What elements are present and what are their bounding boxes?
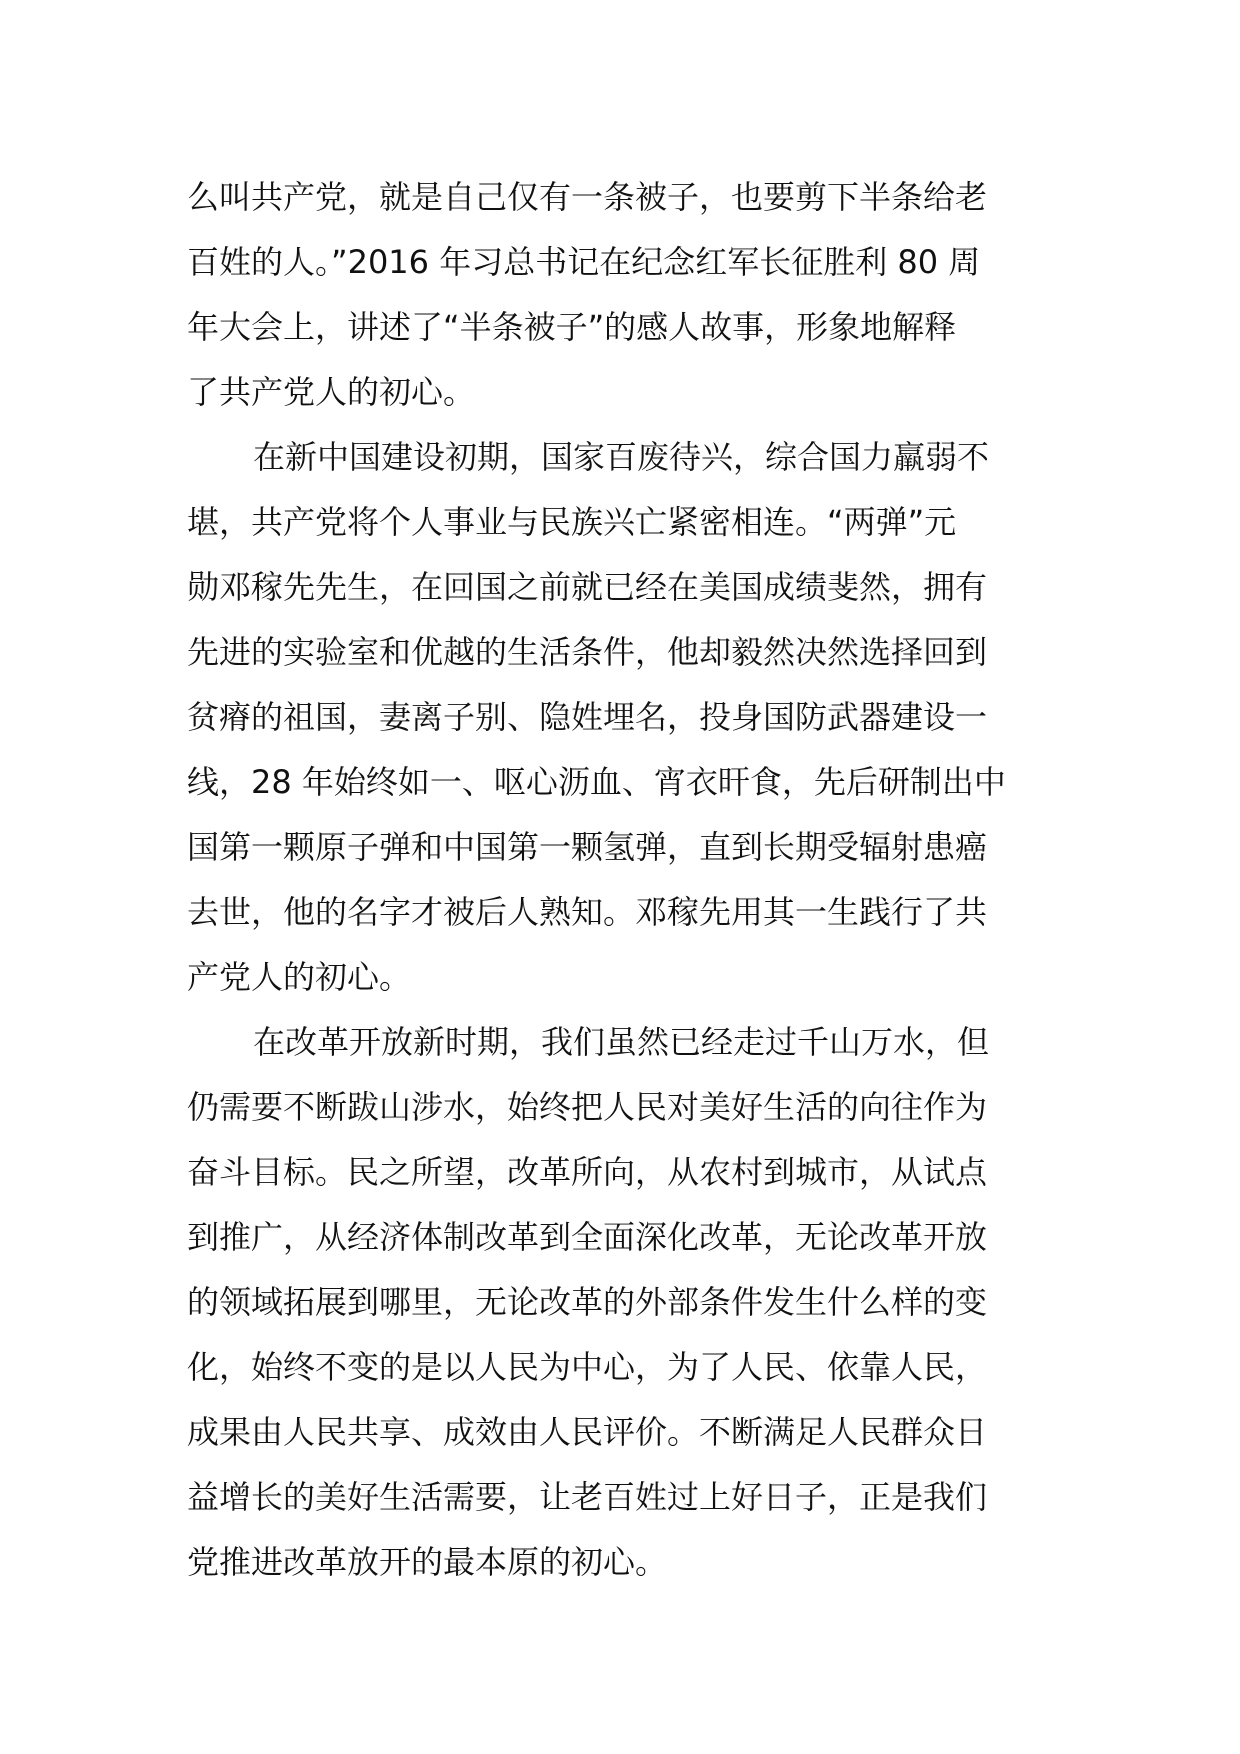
text-line: 线，28 年始终如一、呕心沥血、宵衣旰食，先后研制出中 — [187, 763, 1006, 801]
text-line: 堪，共产党将个人事业与民族兴亡紧密相连。“两弹”元 — [187, 503, 957, 541]
text-line: 产党人的初心。 — [187, 958, 412, 996]
text-line: 到推广，从经济体制改革到全面深化改革，无论改革开放 — [187, 1218, 988, 1256]
document-body — [187, 165, 1059, 1595]
text-line: 贫瘠的祖国，妻离子别、隐姓埋名，投身国防武器建设一 — [187, 698, 988, 736]
text-line: 在改革开放新时期，我们虽然已经走过千山万水，但 — [253, 1023, 990, 1061]
text-line: 仍需要不断跋山涉水，始终把人民对美好生活的向往作为 — [187, 1088, 988, 1126]
text-line: 的领域拓展到哪里，无论改革的外部条件发生什么样的变 — [187, 1283, 988, 1321]
text-line: 党推进改革放开的最本原的初心。 — [187, 1543, 668, 1581]
text-line: 化，始终不变的是以人民为中心，为了人民、依靠人民， — [187, 1348, 988, 1386]
paragraph-2 — [187, 425, 1059, 1010]
paragraph-1 — [187, 165, 1059, 425]
text-line: 益增长的美好生活需要，让老百姓过上好日子，正是我们 — [187, 1478, 988, 1516]
text-line: 了共产党人的初心。 — [187, 373, 476, 411]
paragraph-3 — [187, 1010, 1059, 1595]
text-line: 先进的实验室和优越的生活条件，他却毅然决然选择回到 — [187, 633, 988, 671]
text-line: 勋邓稼先先生，在回国之前就已经在美国成绩斐然，拥有 — [187, 568, 988, 606]
text-line: 年大会上，讲述了“半条被子”的感人故事，形象地解释 — [187, 308, 957, 346]
text-line: 国第一颗原子弹和中国第一颗氢弹，直到长期受辐射患癌 — [187, 828, 988, 866]
text-line: 去世，他的名字才被后人熟知。邓稼先用其一生践行了共 — [187, 893, 988, 931]
text-line: 么叫共产党，就是自己仅有一条被子，也要剪下半条给老 — [187, 178, 988, 216]
text-line: 在新中国建设初期，国家百废待兴，综合国力羸弱不 — [253, 438, 990, 476]
text-line: 成果由人民共享、成效由人民评价。不断满足人民群众日 — [187, 1413, 988, 1451]
text-line: 奋斗目标。民之所望，改革所向，从农村到城市，从试点 — [187, 1153, 988, 1191]
text-line: 百姓的人。”2016 年习总书记在纪念红军长征胜利 80 周 — [187, 243, 981, 281]
